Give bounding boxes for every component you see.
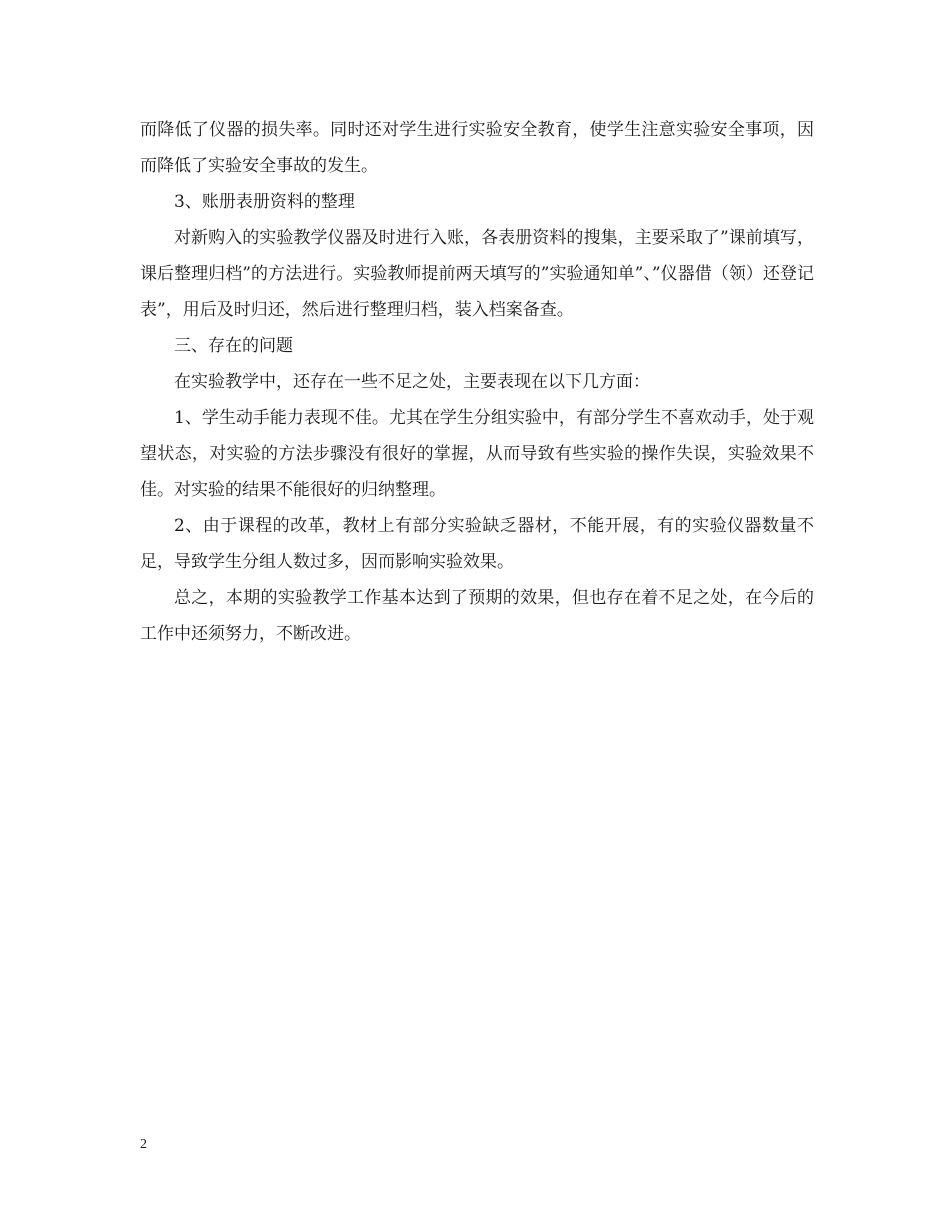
paragraph-ledger-details: 对新购入的实验教学仪器及时进行入账，各表册资料的搜集，主要采取了”课前填写，课后整理归档”的方法进行。实验教师提前两天填写的”实验通知单”、”仪器借（领）还登记表”，用后及时归还，然后进行整理归档，装入档案备查。	[140, 228, 814, 320]
page-number: 2	[140, 1137, 147, 1152]
document-body	[140, 112, 814, 652]
paragraph-conclusion: 总之，本期的实验教学工作基本达到了预期的效果，但也存在着不足之处，在今后的工作中还须努力，不断改进。	[140, 588, 814, 644]
paragraph-continuation: 而降低了仪器的损失率。同时还对学生进行实验安全教育，使学生注意实验安全事项，因而降低了实验安全事故的发生。	[140, 120, 814, 176]
paragraph-problem-2: 2、由于课程的改革，教材上有部分实验缺乏器材，不能开展，有的实验仪器数量不足，导致学生分组人数过多，因而影响实验效果。	[140, 516, 814, 572]
section-heading-ledger: 3、账册表册资料的整理	[174, 192, 355, 212]
paragraph-problems-intro: 在实验教学中，还存在一些不足之处，主要表现在以下几方面：	[174, 372, 650, 392]
paragraph-problem-1: 1、学生动手能力表现不佳。尤其在学生分组实验中，有部分学生不喜欢动手，处于观望状态，对实验的方法步骤没有很好的掌握，从而导致有些实验的操作失误，实验效果不佳。对实验的结果不能很好的归纳整理。	[140, 408, 814, 500]
section-heading-problems: 三、存在的问题	[174, 336, 293, 356]
